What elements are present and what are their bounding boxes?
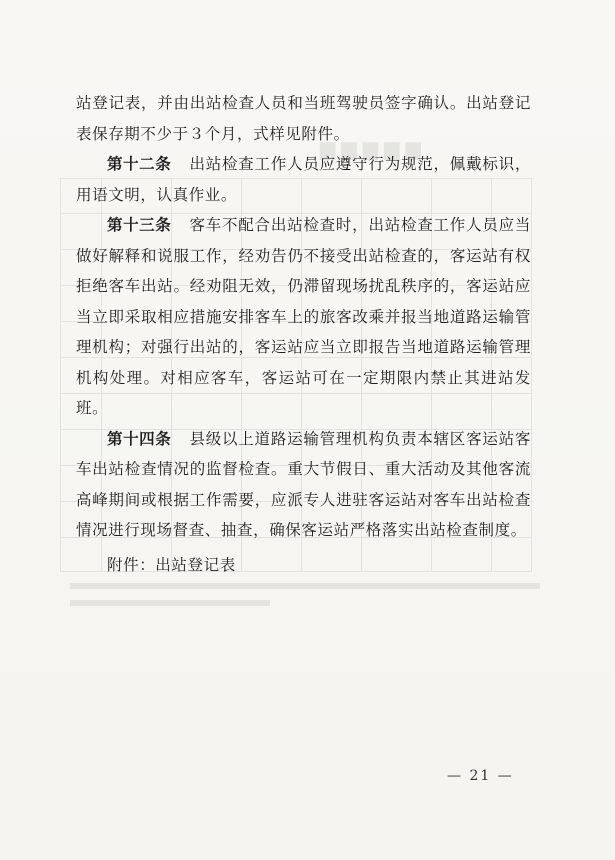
article-text: 客车不配合出站检查时，出站检查工作人员应当做好解释和说服工作，经劝告仍不接受出站检查的，客运站有权拒绝客车出站。经劝阻无效，仍滞留现场扰乱秩序的，客运站应当立即采取相应措施安排客车上的旅客改乘并报当地道路运输管理机构；对强行出站的，客运站应当立即报告当地道路运输管理机构处理。对相应客车，客运站可在一定期限内禁止其进站发班。 xyxy=(76,216,531,417)
attachment-note: 附件：出站登记表 xyxy=(107,556,236,574)
body-text xyxy=(76,88,531,546)
article-14 xyxy=(76,424,531,546)
bleed-through-note-shadow xyxy=(70,583,540,589)
paragraph-continuation xyxy=(76,88,531,149)
bleed-through-note-shadow xyxy=(70,600,270,606)
article-12 xyxy=(76,149,531,210)
paragraph-text: 站登记表，并由出站检查人员和当班驾驶员签字确认。出站登记表保存期不少于３个月，式样见附件。 xyxy=(76,94,531,143)
article-label: 第十四条 xyxy=(107,429,172,448)
bleed-through-shadow: ▆▆▆▆▆ xyxy=(320,136,427,160)
article-label: 第十二条 xyxy=(107,155,172,173)
article-text: 县级以上道路运输管理机构负责本辖区客运站客车出站检查情况的监督检查。重大节假日、重大活动及其他客流高峰期间或根据工作需要，应派专人进驻客运站对客车出站检查情况进行现场督查、抽查，确保客运站严格落实出站检查制度。 xyxy=(76,429,531,539)
article-label: 第十三条 xyxy=(107,216,172,234)
article-text: 出站检查工作人员应遵守行为规范，佩戴标识，用语文明，认真作业。 xyxy=(76,155,531,204)
page-number: — 21 — xyxy=(447,768,514,784)
article-13 xyxy=(76,210,531,424)
